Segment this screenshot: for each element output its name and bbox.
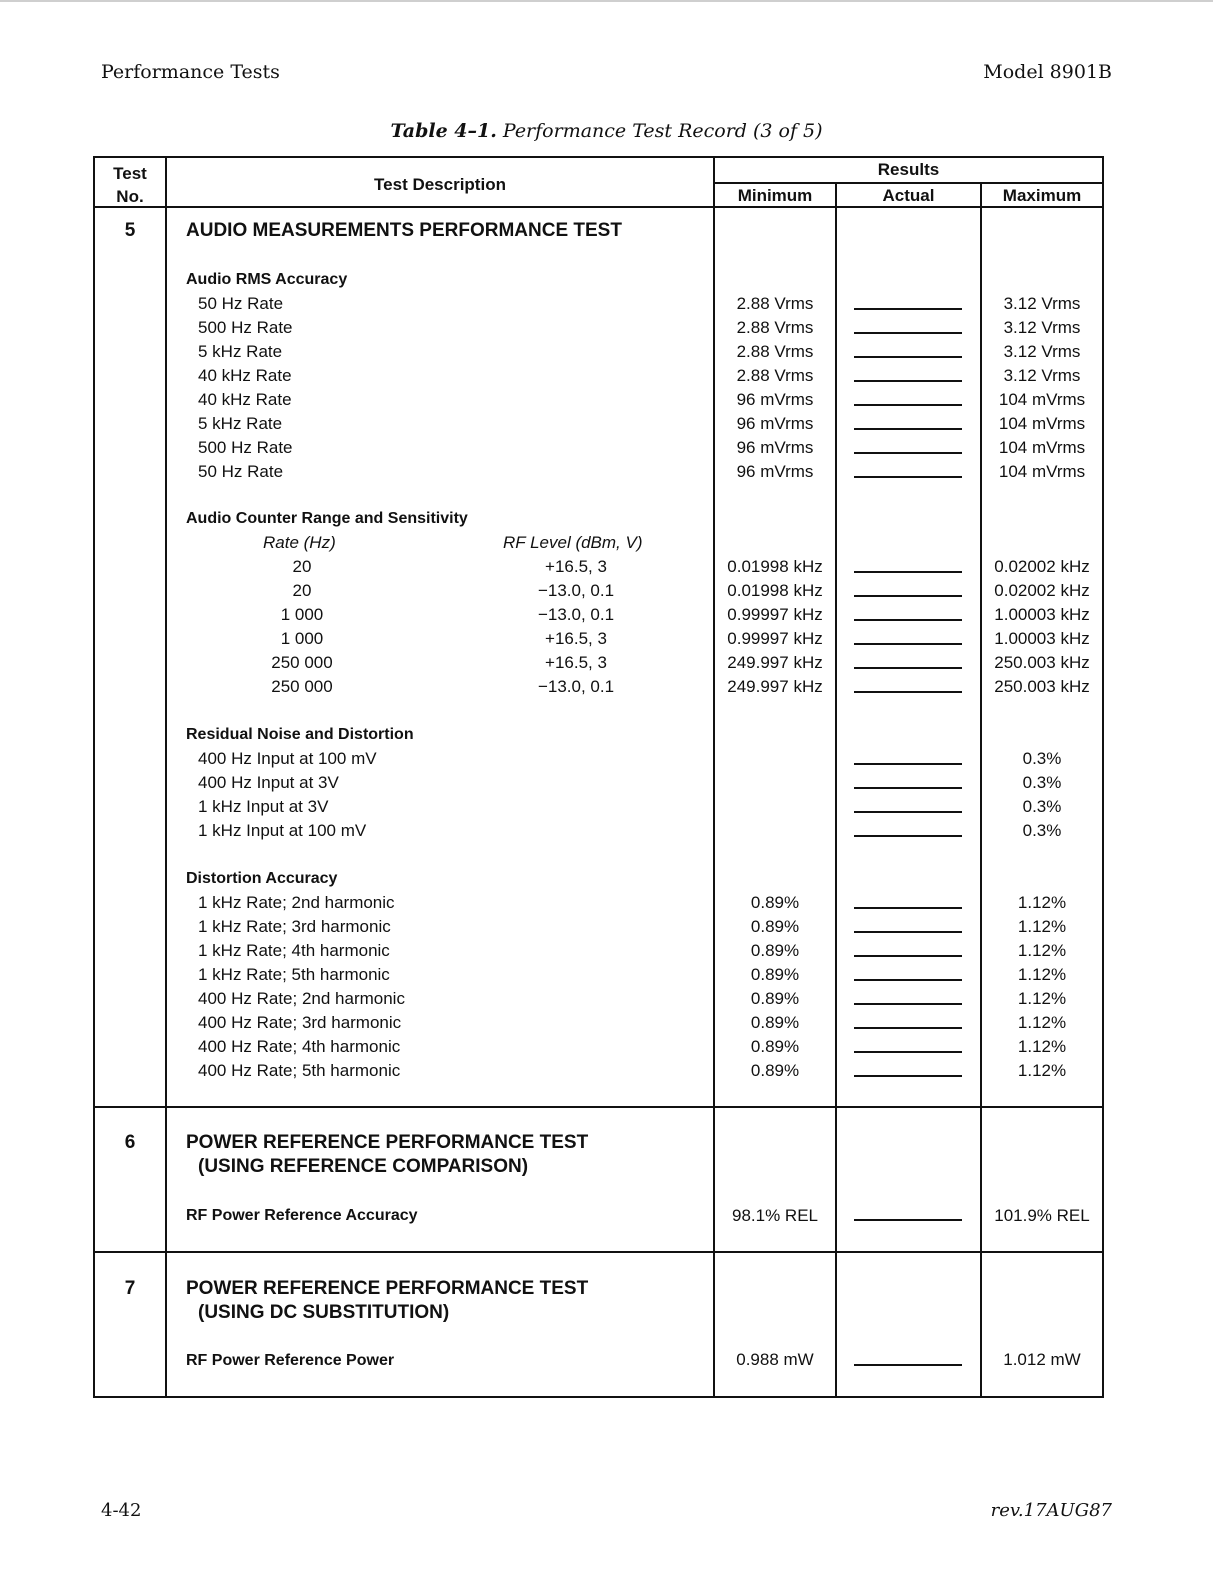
test7-title-2: (USING DC SUBSTITUTION) <box>198 1302 450 1323</box>
rf-level-cell: −13.0, 0.1 <box>537 581 615 600</box>
actual-blank[interactable] <box>854 1003 962 1005</box>
min-cell: 2.88 Vrms <box>736 294 814 313</box>
distortion-heading: Distortion Accuracy <box>186 870 338 887</box>
col-header-maximum: Maximum <box>1002 186 1082 205</box>
max-cell: 250.003 kHz <box>994 653 1090 672</box>
table-title-text: Performance Test Record (3 of 5) <box>496 120 823 142</box>
actual-blank[interactable] <box>854 787 962 789</box>
page-number: 4-42 <box>101 1500 142 1521</box>
max-cell: 1.12% <box>1017 1061 1067 1080</box>
rate-cell: 1 000 <box>280 629 324 648</box>
table-title-number: Table 4–1. <box>390 120 497 142</box>
page-top-rule <box>0 0 1213 2</box>
max-cell: 104 mVrms <box>998 414 1086 433</box>
test5-title: AUDIO MEASUREMENTS PERFORMANCE TEST <box>186 220 622 241</box>
actual-blank[interactable] <box>854 955 962 957</box>
test6-title-1: POWER REFERENCE PERFORMANCE TEST <box>186 1132 589 1153</box>
table-bottom-border <box>93 1396 1104 1398</box>
min-cell: 249.997 kHz <box>727 677 823 696</box>
max-cell: 1.12% <box>1017 1013 1067 1032</box>
max-cell: 1.12% <box>1017 917 1067 936</box>
max-cell: 1.12% <box>1017 941 1067 960</box>
rate-cell: 250 000 <box>271 677 333 696</box>
rate-cell: 1 000 <box>280 605 324 624</box>
actual-blank[interactable] <box>854 571 962 573</box>
actual-blank[interactable] <box>854 691 962 693</box>
col-divider-minimum <box>835 182 837 1398</box>
col-header-description: Test Description <box>374 175 506 194</box>
row-label: 400 Hz Rate; 4th harmonic <box>198 1037 401 1056</box>
min-cell: 2.88 Vrms <box>736 366 814 385</box>
actual-blank[interactable] <box>854 667 962 669</box>
row-label: 1 kHz Input at 3V <box>198 797 329 816</box>
min-cell: 0.99997 kHz <box>727 605 823 624</box>
actual-blank[interactable] <box>854 619 962 621</box>
max-cell: 1.12% <box>1017 1037 1067 1056</box>
min-cell: 0.01998 kHz <box>727 557 823 576</box>
min-cell: 249.997 kHz <box>727 653 823 672</box>
max-cell: 1.00003 kHz <box>994 629 1090 648</box>
rate-cell: 250 000 <box>271 653 333 672</box>
row-label: 500 Hz Rate <box>198 318 293 337</box>
max-cell: 0.3% <box>1022 773 1062 792</box>
test5-bottom-rule <box>93 1106 1104 1108</box>
rf-level-cell: +16.5, 3 <box>545 653 607 672</box>
actual-blank[interactable] <box>854 1075 962 1077</box>
min-cell: 0.89% <box>750 989 800 1008</box>
max-cell: 0.3% <box>1022 797 1062 816</box>
min-cell: 0.89% <box>750 1061 800 1080</box>
max-cell: 3.12 Vrms <box>1003 318 1081 337</box>
test7-row-max: 1.012 mW <box>1003 1350 1081 1369</box>
table-left-border <box>93 156 95 1398</box>
table-title <box>0 120 1213 142</box>
max-cell: 3.12 Vrms <box>1003 342 1081 361</box>
actual-blank[interactable] <box>854 811 962 813</box>
table-top-border <box>93 156 1104 158</box>
row-label: 400 Hz Rate; 2nd harmonic <box>198 989 405 1008</box>
noise-heading: Residual Noise and Distortion <box>186 726 414 743</box>
max-cell: 1.12% <box>1017 893 1067 912</box>
row-label: 400 Hz Rate; 5th harmonic <box>198 1061 401 1080</box>
counter-col-rate: Rate (Hz) <box>263 533 336 552</box>
actual-blank[interactable] <box>854 332 962 334</box>
row-label: 40 kHz Rate <box>198 390 292 409</box>
col-header-actual: Actual <box>882 186 935 205</box>
min-cell: 96 mVrms <box>736 438 814 457</box>
test5-number: 5 <box>124 220 136 241</box>
row-label: 400 Hz Rate; 3rd harmonic <box>198 1013 402 1032</box>
max-cell: 1.12% <box>1017 989 1067 1008</box>
min-cell: 0.89% <box>750 1037 800 1056</box>
page-header-section: Performance Tests <box>101 61 280 83</box>
col-header-test: Test <box>113 164 147 183</box>
test7-row-min: 0.988 mW <box>736 1350 814 1369</box>
row-label: 500 Hz Rate <box>198 438 293 457</box>
min-cell: 96 mVrms <box>736 414 814 433</box>
actual-blank[interactable] <box>854 1027 962 1029</box>
col-divider-test-no <box>165 156 167 1398</box>
rf-level-cell: +16.5, 3 <box>545 629 607 648</box>
max-cell: 1.12% <box>1017 965 1067 984</box>
col-header-no: No. <box>116 187 144 206</box>
rf-level-cell: −13.0, 0.1 <box>537 605 615 624</box>
actual-blank[interactable] <box>854 356 962 358</box>
revision-label: rev.17AUG87 <box>990 1500 1112 1521</box>
min-cell: 0.89% <box>750 941 800 960</box>
min-cell: 0.99997 kHz <box>727 629 823 648</box>
max-cell: 0.3% <box>1022 821 1062 840</box>
max-cell: 1.00003 kHz <box>994 605 1090 624</box>
min-cell: 0.89% <box>750 1013 800 1032</box>
max-cell: 104 mVrms <box>998 462 1086 481</box>
results-subheader-rule <box>713 182 1104 184</box>
min-cell: 96 mVrms <box>736 390 814 409</box>
header-bottom-rule <box>93 206 1104 208</box>
test6-bottom-rule <box>93 1251 1104 1253</box>
table-right-border <box>1102 156 1104 1398</box>
max-cell: 0.02002 kHz <box>994 581 1090 600</box>
rms-heading: Audio RMS Accuracy <box>186 271 348 288</box>
max-cell: 104 mVrms <box>998 390 1086 409</box>
row-label: 5 kHz Rate <box>198 342 283 361</box>
test7-number: 7 <box>124 1278 136 1299</box>
row-label: 1 kHz Rate; 5th harmonic <box>198 965 390 984</box>
actual-blank[interactable] <box>854 476 962 478</box>
row-label: 400 Hz Input at 3V <box>198 773 339 792</box>
test6-row-max: 101.9% REL <box>994 1206 1090 1225</box>
max-cell: 250.003 kHz <box>994 677 1090 696</box>
col-header-results: Results <box>877 160 940 179</box>
min-cell: 2.88 Vrms <box>736 318 814 337</box>
rate-cell: 20 <box>292 581 312 600</box>
actual-blank[interactable] <box>854 1051 962 1053</box>
row-label: 400 Hz Input at 100 mV <box>198 749 377 768</box>
actual-blank[interactable] <box>854 452 962 454</box>
min-cell: 96 mVrms <box>736 462 814 481</box>
max-cell: 0.3% <box>1022 749 1062 768</box>
min-cell: 0.01998 kHz <box>727 581 823 600</box>
actual-blank[interactable] <box>854 308 962 310</box>
rate-cell: 20 <box>292 557 312 576</box>
max-cell: 0.02002 kHz <box>994 557 1090 576</box>
page-header-model: Model 8901B <box>983 61 1112 83</box>
test6-row-min: 98.1% REL <box>732 1206 818 1225</box>
actual-blank[interactable] <box>854 404 962 406</box>
test6-number: 6 <box>124 1132 136 1153</box>
min-cell: 0.89% <box>750 893 800 912</box>
row-label: 50 Hz Rate <box>198 462 284 481</box>
max-cell: 104 mVrms <box>998 438 1086 457</box>
max-cell: 3.12 Vrms <box>1003 366 1081 385</box>
test7-title-1: POWER REFERENCE PERFORMANCE TEST <box>186 1278 589 1299</box>
counter-col-level: RF Level (dBm, V) <box>503 533 643 552</box>
row-label: 5 kHz Rate <box>198 414 283 433</box>
rf-level-cell: −13.0, 0.1 <box>537 677 615 696</box>
col-header-minimum: Minimum <box>737 186 813 205</box>
actual-blank[interactable] <box>854 979 962 981</box>
actual-blank[interactable] <box>854 907 962 909</box>
max-cell: 3.12 Vrms <box>1003 294 1081 313</box>
min-cell: 0.89% <box>750 965 800 984</box>
min-cell: 0.89% <box>750 917 800 936</box>
row-label: 1 kHz Rate; 2nd harmonic <box>198 893 395 912</box>
row-label: 1 kHz Rate; 4th harmonic <box>198 941 390 960</box>
actual-blank[interactable] <box>854 763 962 765</box>
test6-row-label: RF Power Reference Accuracy <box>186 1207 418 1224</box>
actual-blank[interactable] <box>854 835 962 837</box>
row-label: 50 Hz Rate <box>198 294 284 313</box>
rf-level-cell: +16.5, 3 <box>545 557 607 576</box>
min-cell: 2.88 Vrms <box>736 342 814 361</box>
test7-actual-blank[interactable] <box>854 1364 962 1366</box>
actual-blank[interactable] <box>854 643 962 645</box>
actual-blank[interactable] <box>854 595 962 597</box>
row-label: 1 kHz Rate; 3rd harmonic <box>198 917 391 936</box>
counter-heading: Audio Counter Range and Sensitivity <box>186 510 468 527</box>
actual-blank[interactable] <box>854 931 962 933</box>
test6-actual-blank[interactable] <box>854 1219 962 1221</box>
row-label: 40 kHz Rate <box>198 366 292 385</box>
actual-blank[interactable] <box>854 380 962 382</box>
row-label: 1 kHz Input at 100 mV <box>198 821 367 840</box>
actual-blank[interactable] <box>854 428 962 430</box>
test6-title-2: (USING REFERENCE COMPARISON) <box>198 1156 529 1177</box>
test7-row-label: RF Power Reference Power <box>186 1352 395 1369</box>
